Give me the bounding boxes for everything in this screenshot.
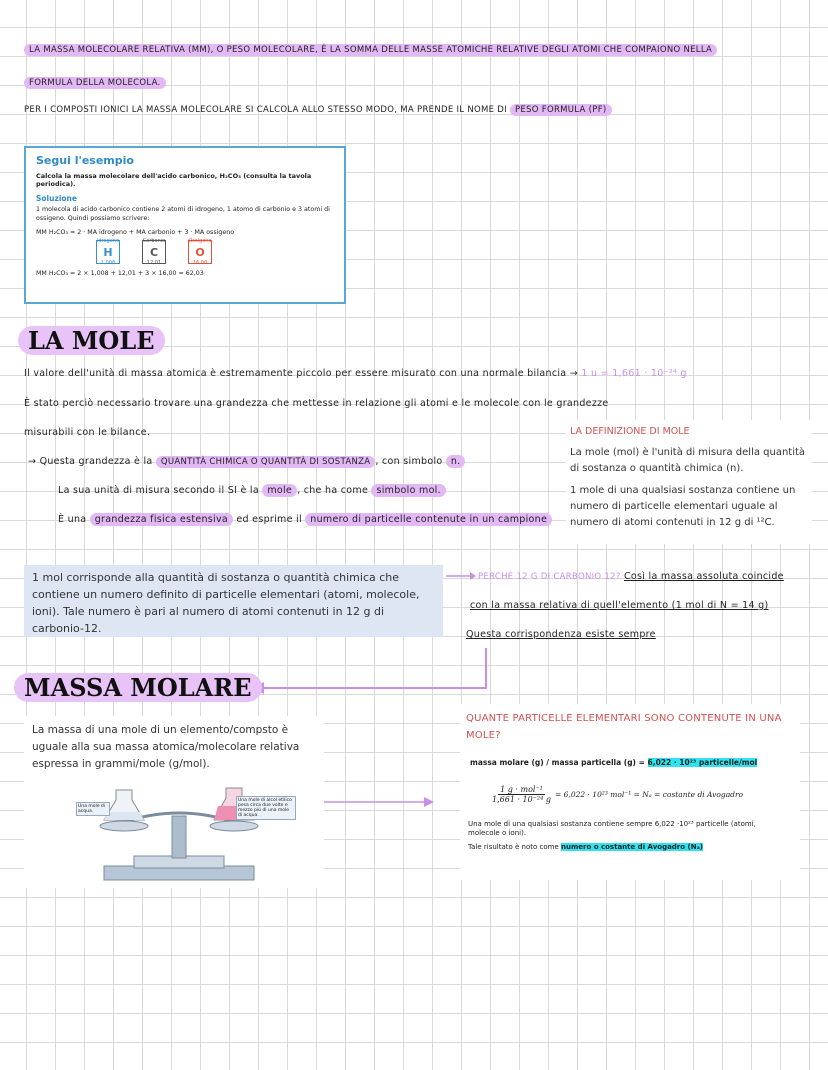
why-line-1: PERCHÉ 12 G DI CARBONIO 12? Così la massa assoluta coincide	[478, 571, 784, 582]
intro-line-1: LA MASSA MOLECOLARE RELATIVA (MM), O PESO MOLECOLARE, È LA SOMMA DELLE MASSE ATOMICHE RELATIVE DEGLI ATOMI CHE COMPAIONO NELLA	[24, 45, 717, 55]
solution-label: Soluzione	[36, 194, 77, 203]
example-box	[24, 146, 346, 304]
why-line-3: Questa corrispondenza esiste sempre	[466, 629, 656, 640]
mole-line-5: La sua unità di misura secondo il SI è la mole , che ha come simbolo mol.	[58, 485, 446, 496]
definition-box	[566, 420, 812, 544]
arrow-why	[446, 570, 476, 582]
molar-mass-box	[24, 716, 324, 888]
tile-carbon-box: Carbonio C 12,01	[142, 237, 166, 266]
avogadro-derivation: $\frac{\text{1 g · mol⁻¹}}{\text{1,661 · 10⁻²⁴ g}}$ = 6,022 · 10²³ mol⁻¹ = Nₐ = costante di Avogadro	[492, 785, 744, 804]
tile-hydrogen	[96, 237, 120, 266]
mole-line-2: È stato perciò necessario trovare una grandezza che mettesse in relazione gli atomi e le molecole con le grandezze	[24, 398, 609, 409]
tile-oxygen	[188, 237, 212, 266]
tile-oxygen-box: Ossigeno O 16,00	[188, 237, 212, 266]
element-tiles	[96, 237, 334, 266]
heading-la-mole: LA MOLE	[18, 326, 165, 355]
definition-p2: 1 mole di una qualsiasi sostanza contiene un numero di particelle elementari uguale al numero di atomi contenuti in 12 g di ¹²C.	[570, 485, 796, 528]
mole-line-1: Il valore dell'unità di massa atomica è estremamente piccolo per essere misurato con una normale bilancia → 1 u = 1,661 · 10⁻²⁴ g	[24, 368, 687, 379]
intro-line-3: PER I COMPOSTI IONICI LA MASSA MOLECOLARE SI CALCOLA ALLO STESSO MODO, MA PRENDE IL NOME DI PESO FORMULA (PF)	[24, 105, 612, 115]
particles-title: QUANTE PARTICELLE ELEMENTARI SONO CONTENUTE IN UNA MOLE?	[466, 713, 782, 741]
avogadro-fraction: $\frac{\text{1 g · mol⁻¹}}{\text{1,661 · 10⁻²⁴ g}}$	[492, 785, 552, 804]
label-water: Una mole di acqua.	[76, 802, 110, 816]
heading-massa-molare: MASSA MOLARE	[14, 673, 262, 702]
tile-carbon	[142, 237, 166, 266]
particles-note-2: Tale risultato è noto come numero o costante di Avogadro (Nₐ)	[468, 843, 703, 851]
example-formula-1: MM H₂CO₃ = 2 · MA idrogeno + MA carbonio + 3 · MA ossigeno	[36, 229, 235, 236]
mole-line-6: È una grandezza fisica estensiva ed esprime il numero di particelle contenute in un campione	[58, 514, 552, 525]
example-title: Segui l'esempio	[36, 154, 134, 167]
particles-note-1: Una mole di una qualsiasi sostanza contiene sempre 6,022 ·10²³ particelle (atomi, molecole o ioni).	[468, 820, 756, 837]
definition-title: LA DEFINIZIONE DI MOLE	[570, 426, 690, 437]
mol-definition-box: 1 mol corrisponde alla quantità di sostanza o quantità chimica che contiene un numero definito di particelle elementari (atomi, molecole, ioni). Tale numero è pari al numero di atomi contenuti in 12 g di carbonio-12.	[24, 565, 443, 637]
example-formula-2: MM H₂CO₃ = 2 × 1,008 + 12,01 + 3 × 16,00 = 62,03	[36, 270, 204, 277]
arrow-to-particles	[324, 795, 434, 809]
definition-p1: La mole (mol) è l'unità di misura della quantità di sostanza o quantità chimica (n).	[570, 447, 806, 474]
mole-line-3: misurabili con le bilance.	[24, 427, 151, 438]
why-line-2: con la massa relativa di quell'elemento (1 mol di N = 14 g)	[470, 600, 769, 611]
example-subtitle: Calcola la massa molecolare dell'acido carbonico, H₂CO₃ (consulta la tavola periodica).	[36, 172, 312, 188]
particles-formula: massa molare (g) / massa particella (g) = 6,022 · 10²³ particelle/mol	[470, 758, 758, 767]
connector-vertical	[485, 648, 487, 688]
particles-box	[460, 704, 800, 880]
connector-horizontal	[260, 687, 487, 689]
molar-mass-text: La massa di una mole di un elemento/compsto è uguale alla sua massa atomica/molecolare relativa espressa in grammi/mole (g/mol).	[32, 724, 300, 770]
solution-text: 1 molecola di acido carbonico contiene 2 atomi di idrogeno, 1 atomo di carbonio e 3 atomi di ossigeno. Quindi possiamo scrivere:	[36, 206, 330, 222]
intro-line-2: FORMULA DELLA MOLECOLA.	[24, 78, 166, 88]
tile-hydrogen-box: Idrogeno H 1,008	[96, 237, 120, 266]
label-ethanol: Una mole di alcol etilico pesa circa due volte e mezzo più di una mole di acqua.	[236, 796, 296, 820]
mole-line-4: → Questa grandezza è la QUANTITÀ CHIMICA O QUANTITÀ DI SOSTANZA , con simbolo n.	[28, 456, 465, 467]
